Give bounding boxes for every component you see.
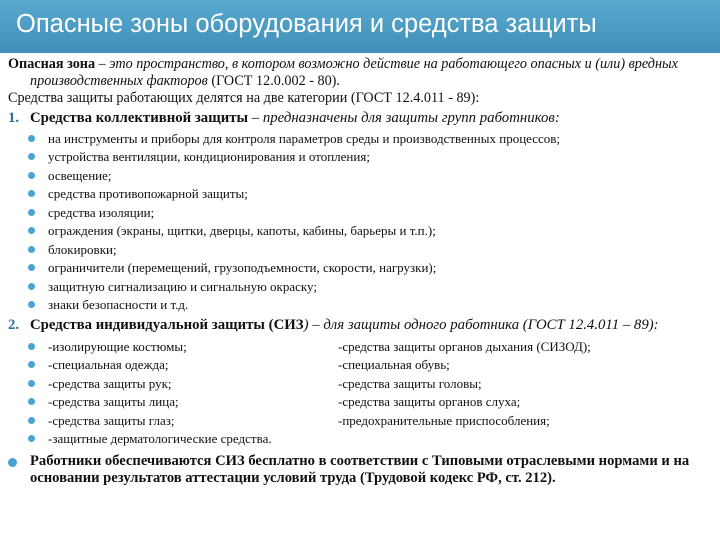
individual-title: Средства индивидуальной защиты (СИЗ	[30, 316, 304, 333]
list-item: -предохранительные приспособления;	[338, 412, 550, 428]
collective-number: 1.	[8, 109, 20, 126]
bullet-icon	[28, 227, 35, 234]
final-note	[8, 453, 714, 488]
list-item: -специальная одежда;	[28, 356, 338, 375]
bullet-icon	[28, 361, 35, 368]
bullet-icon	[28, 283, 35, 290]
bullet-icon	[28, 172, 35, 179]
bullet-icon	[28, 190, 35, 197]
bullet-icon	[28, 343, 35, 350]
list-item: на инструменты и приборы для контроля параметров среды и производственных процессов;	[28, 130, 714, 149]
list-item: блокировки;	[28, 241, 714, 260]
definition-text: – это пространство, в котором возможно действие на работающего опасных и (или) вредных производственных факторов	[30, 56, 678, 90]
bullet-icon	[28, 246, 35, 253]
bullet-icon	[28, 417, 35, 424]
bullet-icon	[8, 458, 17, 467]
list-item: -средства защиты головы;	[338, 375, 482, 391]
list-item: средства изоляции;	[28, 204, 714, 223]
bullet-icon	[28, 209, 35, 216]
collective-title: Средства коллективной защиты	[30, 109, 249, 126]
list-item: -средства защиты глаз;	[28, 412, 338, 431]
list-item: ограждения (экраны, щитки, дверцы, капоты, кабины, барьеры и т.п.);	[28, 222, 714, 241]
list-item: средства противопожарной защиты;	[28, 185, 714, 204]
definition-term: Опасная зона	[8, 56, 96, 72]
slide-body	[8, 56, 714, 488]
definition-ref: (ГОСТ 12.0.002 - 80).	[207, 73, 340, 90]
categories-intro: Средства защиты работающих делятся на две категории (ГОСТ 12.4.011 - 89):	[8, 90, 480, 107]
list-item: -защитные дерматологические средства.	[28, 430, 338, 449]
definition-paragraph	[8, 56, 714, 90]
collective-heading	[8, 110, 714, 127]
list-item: знаки безопасности и т.д.	[28, 296, 714, 315]
list-item: -средства защиты рук;	[28, 375, 338, 394]
bullet-icon	[28, 435, 35, 442]
slide-title: Опасные зоны оборудования и средства защиты	[16, 10, 597, 38]
individual-desc: ) – для защиты одного работника (ГОСТ 12.4.011 – 89):	[303, 316, 659, 333]
list-item: -специальная обувь;	[338, 357, 450, 373]
list-item: -средства защиты лица;	[28, 393, 338, 412]
list-item: устройства вентиляции, кондиционирования и отопления;	[28, 148, 714, 167]
list-item: ограничители (перемещений, грузоподъемности, скорости, нагрузки);	[28, 259, 714, 278]
list-item: -изолирующие костюмы;	[28, 338, 338, 357]
title-bar	[0, 0, 720, 53]
individual-number: 2.	[8, 316, 20, 333]
list-item: -средства защиты органов слуха;	[338, 394, 521, 410]
collective-list	[8, 130, 714, 315]
bullet-icon	[28, 153, 35, 160]
bullet-icon	[28, 398, 35, 405]
final-note-text: Работники обеспечиваются СИЗ бесплатно в соответствии с Типовыми отраслевыми нормами и на основании результатов аттестации условий труда (Трудовой кодекс РФ, ст. 212).	[30, 452, 690, 487]
list-item: защитную сигнализацию и сигнальную окраску;	[28, 278, 714, 297]
collective-desc: – предназначены для защиты групп работников:	[248, 109, 560, 126]
bullet-icon	[28, 301, 35, 308]
individual-list	[8, 338, 714, 449]
bullet-icon	[28, 380, 35, 387]
bullet-icon	[28, 264, 35, 271]
list-item: -средства защиты органов дыхания (СИЗОД);	[338, 338, 591, 354]
individual-heading	[8, 317, 714, 334]
list-item: освещение;	[28, 167, 714, 186]
list-item	[338, 430, 668, 449]
bullet-icon	[28, 135, 35, 142]
